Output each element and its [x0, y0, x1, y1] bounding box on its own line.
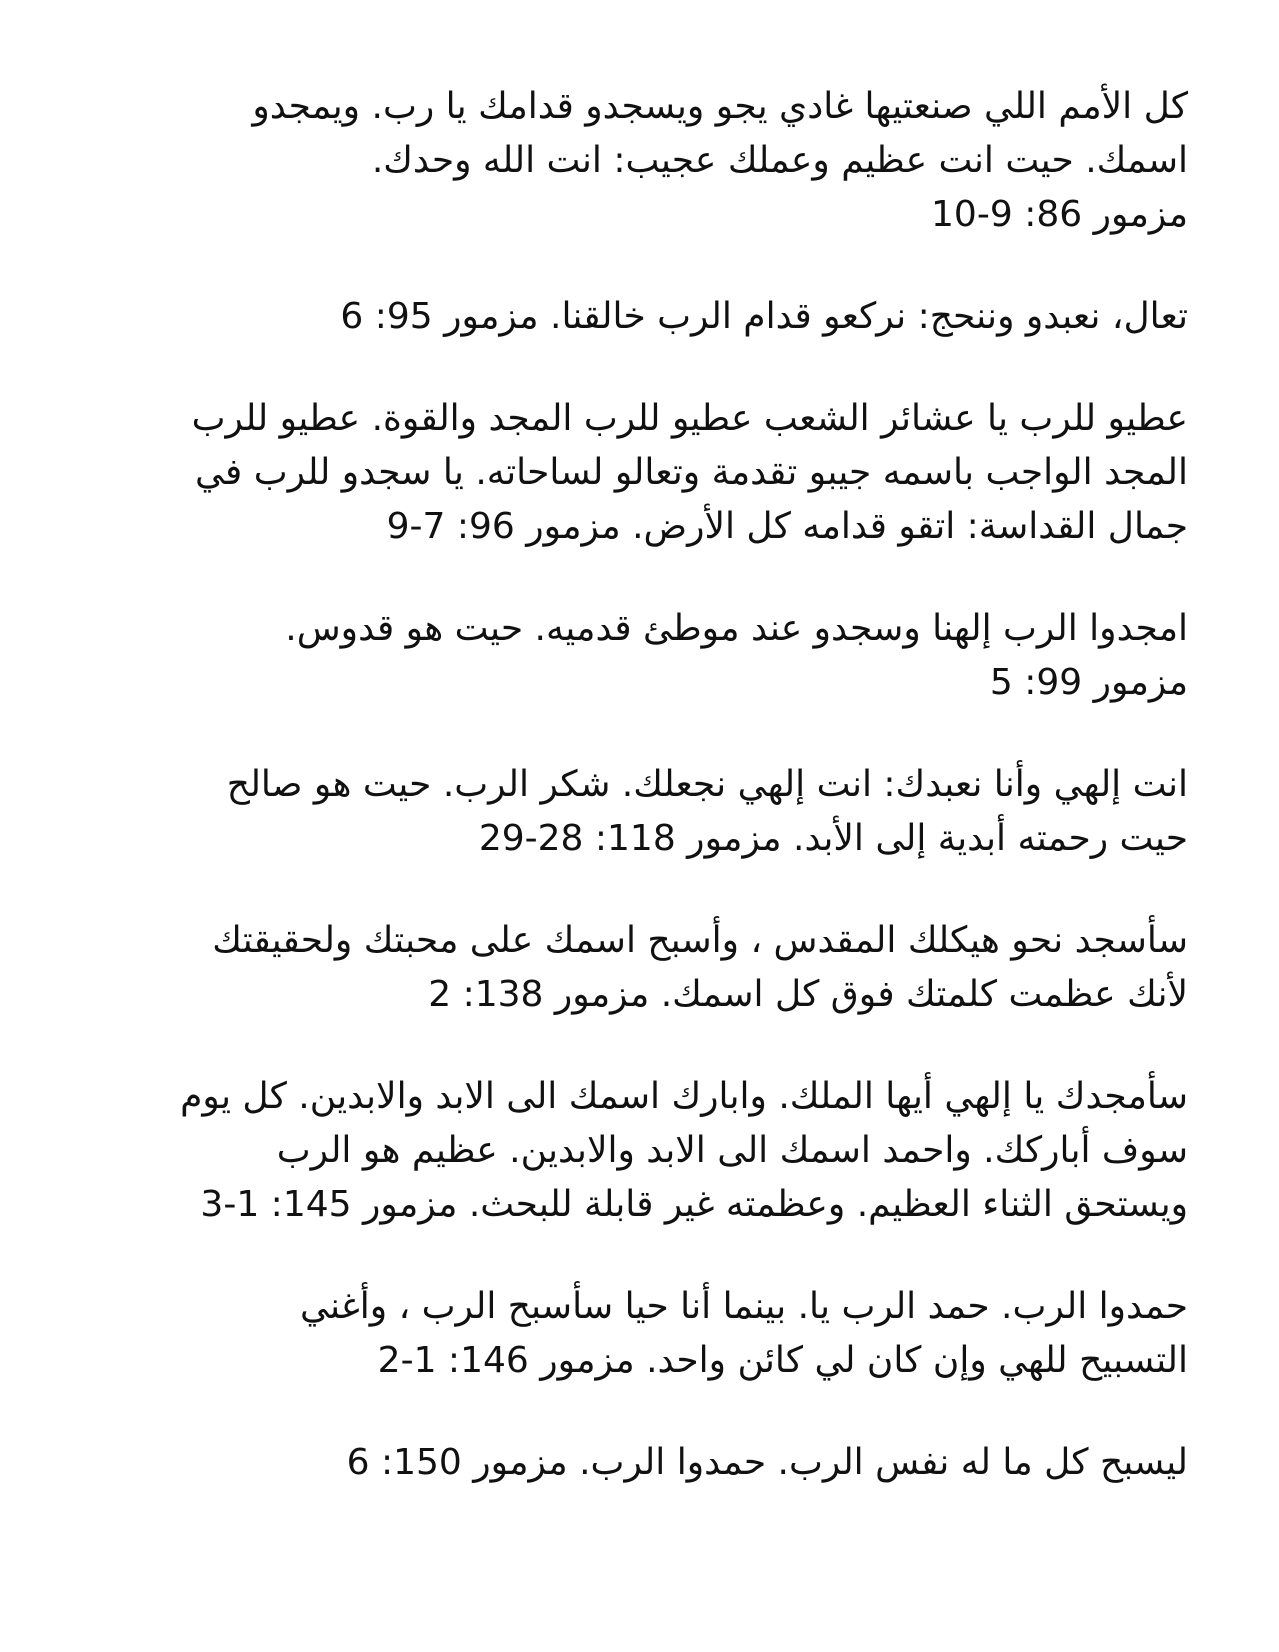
- verse-psalm-99: امجدوا الرب إلهنا وسجدو عند موطئ قدميه. حيت هو قدوس. مزمور 99: 5: [285, 608, 1188, 703]
- verse-psalm-95: تعال، نعبدو وننحج: نركعو قدام الرب خالقنا. مزمور 95: 6: [340, 296, 1188, 337]
- verse-psalm-145: سأمجدك يا إلهي أيها الملك. وابارك اسمك الى الابد والابدين. كل يوم سوف أباركك. واحمد اسمك الى الابد والابدين. عظيم هو الرب ويستحق الثناء العظيم. وعظمته غير قابلة للبحث. مزمور 145: 1-3: [180, 1076, 1188, 1225]
- verse-psalm-118: انت إلهي وأنا نعبدك: انت إلهي نجعلك. شكر الرب. حيت هو صالح حيت رحمته أبدية إلى الأبد. مزمور 118: 28-29: [226, 764, 1188, 859]
- verse-psalm-138: سأسجد نحو هيكلك المقدس ، وأسبح اسمك على محبتك ولحقيقتك لأنك عظمت كلمتك فوق كل اسمك. مزمور 138: 2: [212, 920, 1188, 1015]
- verse-psalm-96: عطيو للرب يا عشائر الشعب عطيو للرب المجد والقوة. عطيو للرب المجد الواجب باسمه جيبو تقدمة وتعالو لساحاته. يا سجدو للرب في جمال القداسة: اتقو قدامه كل الأرض. مزمور 96: 7-9: [191, 398, 1188, 547]
- verse-psalm-86: كل الأمم اللي صنعتيها غادي يجو ويسجدو قدامك يا رب. ويمجدو اسمك. حيت انت عظيم وعملك عجيب: انت الله وحدك. مزمور 86: 9-10: [252, 86, 1188, 235]
- verse-psalm-146: حمدوا الرب. حمد الرب يا. بينما أنا حيا سأسبح الرب ، وأغني التسبيح للهي وإن كان لي كائن واحد. مزمور 146: 1-2: [300, 1286, 1188, 1381]
- verse-psalm-150: ليسبح كل ما له نفس الرب. حمدوا الرب. مزمور 150: 6: [346, 1442, 1188, 1483]
- psalm-verses-document: [80, 80, 1188, 1490]
